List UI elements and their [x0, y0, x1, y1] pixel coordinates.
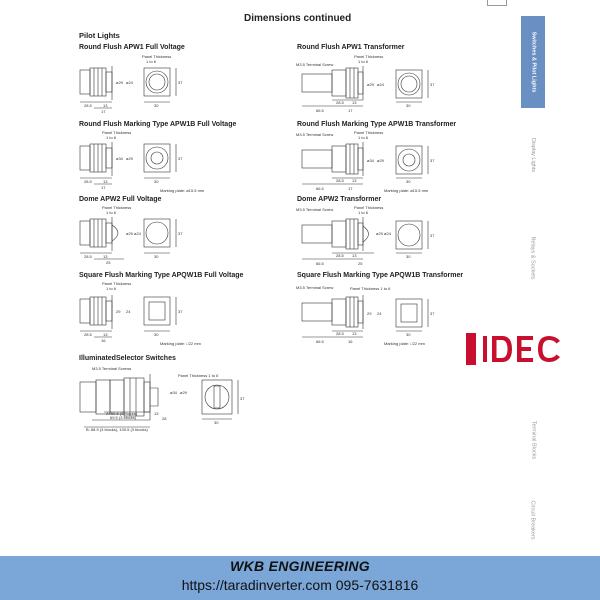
dimension-label: ø24: [384, 231, 391, 236]
dimension-label: 66.5: [316, 186, 324, 191]
dimension-label: 30: [154, 179, 159, 184]
dimension-label: 37: [430, 311, 435, 316]
dimension-label: 28.5: [336, 100, 344, 105]
drawing-title: Round Flush Marking Type APW1B Transformer: [297, 121, 457, 128]
technical-drawing: [78, 364, 268, 436]
dimension-label: 66.5: [316, 108, 324, 113]
dimension-label: 1 to 6: [146, 59, 157, 64]
dimension-label: ø29: [377, 158, 384, 163]
dimension-label: 69.5 (3 blocks): [110, 415, 137, 420]
tab-terminal-blocks[interactable]: Terminal Blocks: [530, 420, 537, 460]
dimension-label: Panel Thickness 1 to 6: [178, 373, 219, 378]
dimension-label: 30: [406, 179, 411, 184]
technical-drawing: [72, 54, 232, 118]
dimension-label: 37: [240, 396, 245, 401]
dimension-label: 1 to 6: [106, 286, 117, 291]
dimension-label: 13: [352, 100, 357, 105]
dimension-label: 37: [430, 233, 435, 238]
dimension-label: 16: [348, 339, 353, 344]
dimension-label: 37: [178, 231, 183, 236]
dimension-label: 13: [352, 253, 357, 258]
dimension-label: ø29: [126, 231, 133, 236]
page-corner-mark: [487, 0, 507, 6]
dimension-label: ø29: [376, 231, 383, 236]
dimension-label: 25: [106, 260, 111, 265]
dimension-label: 29: [116, 309, 121, 314]
dimension-label: 30: [154, 332, 159, 337]
dimension-label: 28.5: [84, 179, 92, 184]
drawing-title: IlluminatedSelector Switches: [79, 355, 176, 362]
tab-switches-pilot-lights[interactable]: Switches & Pilot Lights: [521, 16, 545, 108]
dimension-label: ø24: [126, 80, 133, 85]
tab-circuit-breakers[interactable]: Circuit Breakers: [530, 500, 536, 540]
dimension-label: 66.5: [316, 261, 324, 266]
dimension-label: ø29: [116, 80, 123, 85]
dimension-label: ø24: [377, 82, 384, 87]
dimension-label: 28.5: [84, 103, 92, 108]
dimension-label: 24: [377, 311, 382, 316]
technical-drawing: [294, 281, 464, 349]
technical-drawing: [72, 130, 242, 194]
dimension-label: 24: [126, 309, 131, 314]
dimension-label: Panel Thickness: [102, 205, 132, 210]
dimension-label: 1 to 6: [358, 59, 369, 64]
tab-display-lights[interactable]: Display Lights: [530, 137, 536, 173]
dimension-label: M3.5 Terminal Screw: [296, 62, 334, 67]
company-name: WKB ENGINEERING: [230, 558, 370, 574]
technical-drawing: [72, 281, 242, 349]
dimension-label: 30: [214, 420, 219, 425]
dimension-label: M3.5 Terminal Screws: [92, 366, 132, 371]
dimension-label: 28.5: [336, 178, 344, 183]
dimension-label: 29: [367, 311, 372, 316]
dimension-label: 13: [103, 332, 108, 337]
dimension-label: 37: [178, 156, 183, 161]
drawing-title: Dome APW2 Full Voltage: [79, 196, 162, 203]
dimension-label: 17: [348, 186, 353, 191]
drawing-title: Square Flush Marking Type APQW1B Transformer: [297, 272, 464, 279]
dimension-label: 30: [406, 332, 411, 337]
dimension-label: 28.5: [336, 253, 344, 258]
dimension-label: 13: [103, 179, 108, 184]
dimension-label: B: 88.5 (3 blocks), 109.5 (3 blocks): [86, 427, 148, 432]
idec-logo: [466, 333, 570, 365]
dimension-label: Marking plate: ø15.5 mm: [160, 188, 205, 193]
dimension-label: Panel Thickness 1 to 6: [350, 286, 391, 291]
dimension-label: 13: [352, 178, 357, 183]
dimension-label: Marking plate: ø15.5 mm: [384, 188, 429, 193]
dimension-label: ø34: [116, 156, 123, 161]
dimension-label: Panel Thickness: [102, 281, 132, 286]
dimension-label: 1 to 6: [106, 135, 117, 140]
dimension-label: 30: [406, 103, 411, 108]
dimension-label: Panel Thickness: [354, 130, 384, 135]
dimension-label: 17: [348, 108, 353, 113]
dimension-label: 1 to 6: [106, 210, 117, 215]
dimension-label: 28.5: [84, 254, 92, 259]
dimension-label: Panel Thickness: [142, 54, 172, 59]
drawing-title: Round Flush APW1 Transformer: [297, 44, 405, 51]
page-title: Dimensions continued: [244, 13, 352, 24]
technical-drawing: [72, 205, 232, 269]
dimension-label: 1 to 6: [358, 210, 369, 215]
dimension-label: 13: [154, 411, 159, 416]
dimension-label: 30: [154, 103, 159, 108]
dimension-label: Marking plate: □22 mm: [384, 341, 425, 346]
drawing-title: Round Flush Marking Type APW1B Full Voltage: [79, 121, 237, 128]
dimension-label: M3.5 Terminal Screw: [296, 285, 334, 290]
dimension-label: 16: [101, 338, 106, 343]
dimension-label: A: 50.5 (2 blocks): [106, 411, 138, 416]
dimension-label: Panel Thickness: [354, 205, 384, 210]
technical-drawing: [294, 54, 454, 118]
dimension-label: ø29: [126, 156, 133, 161]
contact-info: https://taradinverter.com 095-7631816: [181, 577, 419, 593]
dimension-label: ø29: [180, 390, 187, 395]
dimension-label: 37: [178, 309, 183, 314]
dimension-label: ø24: [134, 231, 141, 236]
dimension-label: 28.5: [336, 331, 344, 336]
tab-relays-sockets[interactable]: Relays & Sockets: [530, 236, 537, 280]
drawing-title: Square Flush Marking Type APQW1B Full Voltage: [79, 272, 244, 279]
dimension-label: 30: [154, 254, 159, 259]
footer-banner: [0, 556, 600, 600]
technical-drawing: [294, 205, 454, 269]
dimension-label: 30: [406, 254, 411, 259]
dimension-label: 13: [103, 254, 108, 259]
dimension-label: 28.5: [84, 332, 92, 337]
dimension-label: Marking plate: □22 mm: [160, 341, 201, 346]
dimension-label: 17: [101, 109, 106, 114]
technical-drawing: [294, 130, 464, 194]
dimension-label: ø29: [367, 82, 374, 87]
dimension-label: M3.5 Terminal Screw: [296, 207, 334, 212]
dimension-label: Panel Thickness: [354, 54, 384, 59]
dimension-label: Panel Thickness: [102, 130, 132, 135]
dimension-label: 37: [178, 80, 183, 85]
dimension-label: 1 to 6: [358, 135, 369, 140]
dimension-label: 25: [358, 261, 363, 266]
dimension-label: 66.5: [316, 339, 324, 344]
drawing-title: Round Flush APW1 Full Voltage: [79, 44, 185, 51]
dimension-label: ø34: [367, 158, 374, 163]
dimension-label: 13: [103, 103, 108, 108]
section-title: Pilot Lights: [79, 31, 120, 40]
dimension-label: 37: [430, 158, 435, 163]
dimension-label: ø34: [170, 390, 177, 395]
drawing-title: Dome APW2 Transformer: [297, 196, 382, 203]
dimension-label: 37: [430, 82, 435, 87]
dimension-label: M3.5 Terminal Screw: [296, 132, 334, 137]
dimension-label: 17: [101, 185, 106, 190]
dimension-label: 13: [352, 331, 357, 336]
dimension-label: 28: [162, 416, 167, 421]
